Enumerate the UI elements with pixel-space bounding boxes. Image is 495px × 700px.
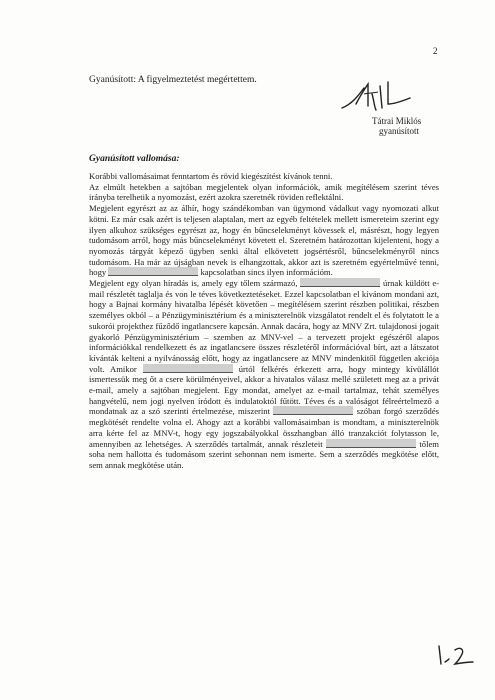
paragraph-2: Az elmúlt hetekben a sajtóban megjelentek olyan információk, amik megítélésem szerint téves irányba terelhetik a nyomozást, ezért azokra szeretnék röviden reflektálni. [89, 181, 439, 203]
paragraph-3-tail: kapcsolatban sincs ilyen információm. [200, 267, 333, 278]
paragraph-4-part-a: Megjelent egy olyan híradás is, amely egy tőlem származó, [89, 278, 298, 289]
redaction-bar [108, 267, 198, 276]
paragraph-4-part-b: úrnak küldött e-mail részletét taglalja és von le téves következtetéseket. Ezzel kapcsolatban el kívánom mondani azt, hogy a Bajnai kormány hivatalba lépését követően – megítélésem szerint részben politikai, részben személyes okból – a Pénzügyminisztérium és a miniszterelnök vizsgálatot rendelt el és folytatott le a sukorói projekthez fűződő ingatlancsere kapcsán. Annak dacára, hogy az MNV Zrt. tulajdonosi jogait gyakorló Pénzügyminisztérium – szemben az MNV-vel – a tervezett projekt egészéről alapos információkkal rendelkezett és az ingatlancsere összes részletéről információval bírt, azt a látszatot kívánták kelteni a nyilvánosság előtt, hogy az ingatlancsere az MNV mindenkitől független akciója volt. Amikor [89, 278, 439, 374]
initials-icon [433, 640, 477, 668]
paragraph-4-part-e: tőlem soha nem hallotta és tudomásom szerint sehonnan nem ismerte. Sem a szerződés megkötése előtt, sem annak megkötése után. [89, 438, 439, 470]
paragraph-1: Korábbi vallomásaimat fenntartom és rövid kiegészítést kívánok tenni. [89, 171, 333, 181]
redaction-bar [326, 439, 416, 448]
redaction-bar [143, 364, 233, 373]
paragraph-4-part-c: úrtól felkérés érkezett arra, hogy mintegy kívülállót ismertessük meg őt a csere körülményeivel, akkor a hivatalos válasz mellé született meg az a privát e-mail, amely a sajtóban megjelent. Egy mondat, amelyet az e-mail tartalmaz, tehát személyes hangvételű, nem jogi nyelven íródott és indulatoktól fűtött. Téves és a valóságot félreértelmező a mondatnak az a szó szerinti értelmezése, miszerint [89, 363, 439, 417]
signer-name: Tátrai Miklós [372, 116, 422, 126]
redaction-bar [273, 406, 353, 415]
section-heading: Gyanúsított vallomása: [89, 154, 180, 164]
acknowledgement-line: Gyanúsított: A figyelmeztetést megértettem. [89, 75, 257, 85]
page-number: 2 [433, 46, 438, 56]
redaction-bar [300, 278, 380, 287]
signer-role: gyanúsított [379, 126, 419, 136]
paragraph-4 [89, 278, 439, 471]
paragraph-4-part-d: szóban forgó szerződés megkötését rendelte volna el. Ahogy azt a korábbi vallomásaimban is mondtam, a miniszterelnök arra kérte fel az MNV-t, hogy egy jogszabályokkal összhangban álló tranzakciót folytasson le, amennyiben az lehetséges. A szerződés tartalmát, annak részleteit [89, 406, 440, 449]
paragraph-3 [89, 203, 439, 278]
paragraph-3-text: Megjelent egyrészt az az álhír, hogy szándékomban van ügymond vádalkut vagy nyomozati alkut kötni. Ez már csak azért is teljesen alaptalan, mert az egyéb feltételek mellett ismereteim szerint egy ilyen alkuhoz szükséges egyrészt az, hogy én bűncselekményt kövessek el, másrészt, hogy legyen tudomásom arról, hogy más bűncselekményt követett el. Szeretném határozottan kijelenteni, hogy a nyomozás tárgyát képező ügyben senki által elkövetett jogsértésről, bűncselekményről nincs tudomásom. Ha már az újságban nevek is elhangzottak, akkor azt is szeretném egyértelművé tenni, hogy [89, 203, 439, 278]
statement-body [89, 171, 439, 471]
signature-icon [338, 74, 448, 118]
